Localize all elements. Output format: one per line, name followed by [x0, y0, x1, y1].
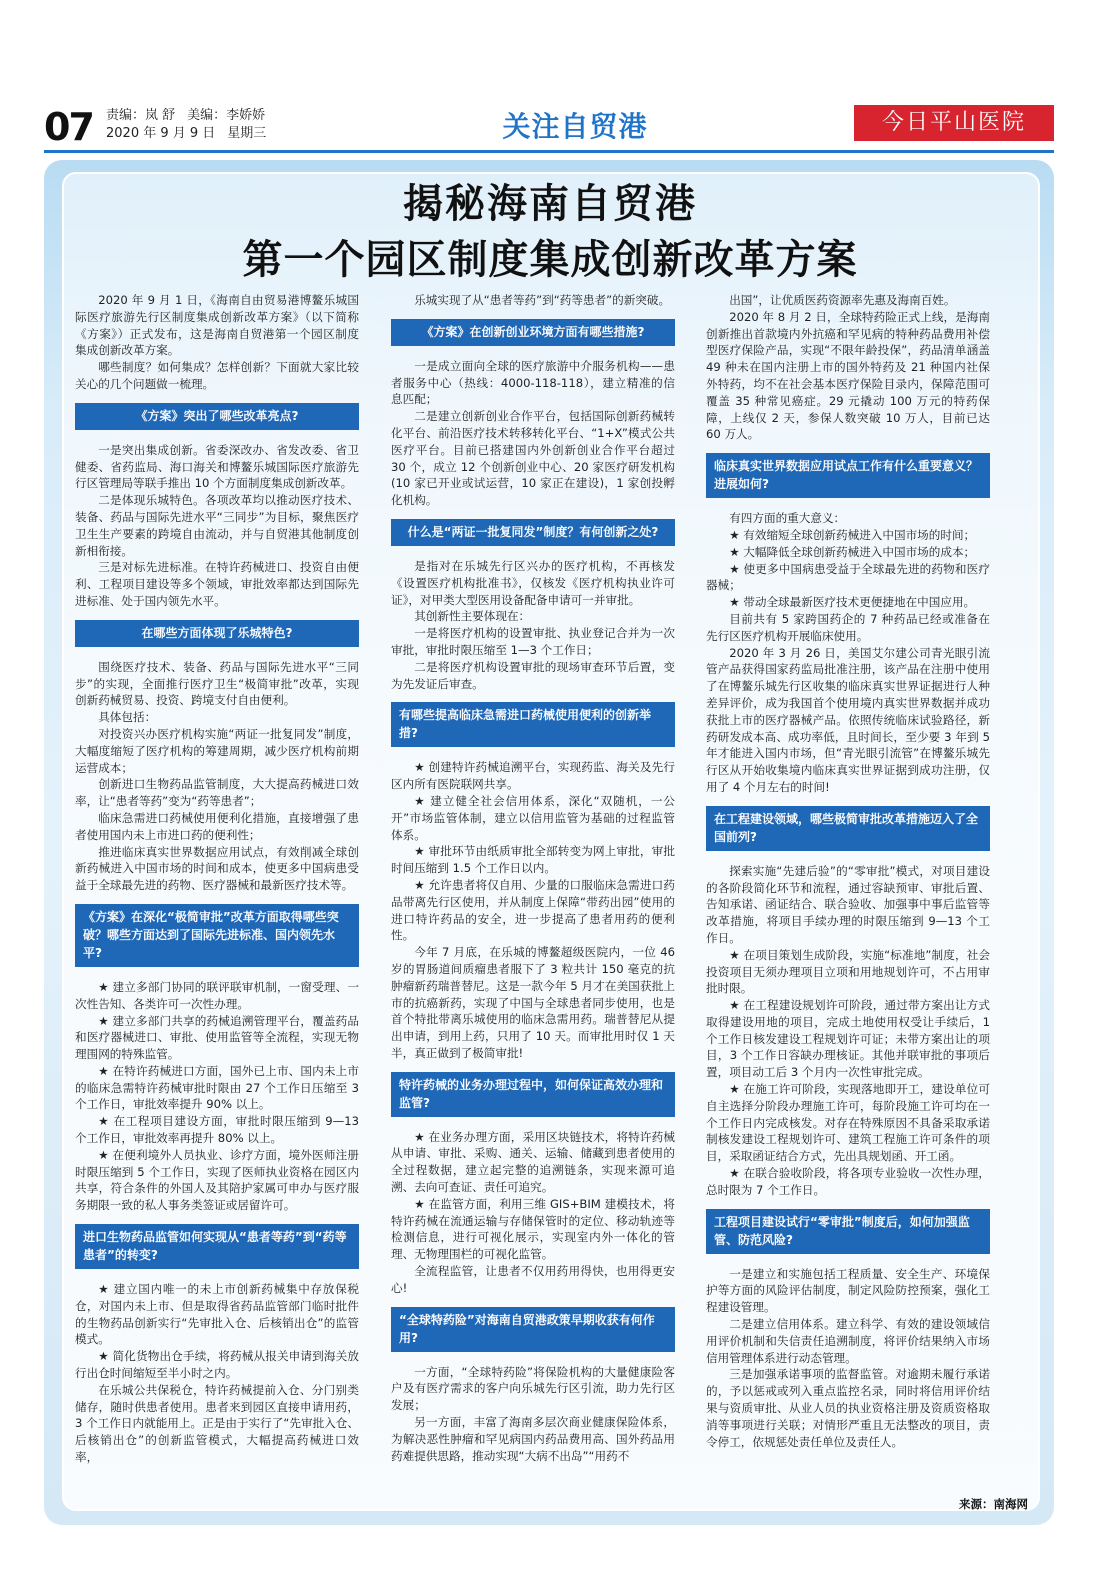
paragraph: 哪些制度？如何集成？怎样创新？下面就大家比较关心的几个问题做一梳理。 — [75, 360, 359, 391]
paragraph: 对投资兴办医疗机构实施“两证一批复同发”制度，大幅度缩短了医疗机构的筹建周期，减少医疗机构前期运营成本； — [75, 726, 359, 775]
question-heading: 特许药械的业务办理过程中，如何保证高效办理和监管? — [391, 1072, 675, 1117]
paragraph: 有四方面的重大意义： — [729, 511, 846, 526]
paragraph: ★ 在工程项目建设方面，审批时限压缩到 9—13 个工作日，审批效率再提升 80% 以上。 — [75, 1114, 359, 1146]
paragraph: 三是加强承诺事项的监督监管。对逾期未履行承诺的，予以惩戒或列入重点监控名录，同时将信用评价结果与资质审批、从业人员的执业资格注册及资质资格取消等事项进行关联；对情形严重且无法整改的项目，责令停工，依规惩处责任单位及责任人。 — [706, 1367, 990, 1449]
paragraph: 今年 7 月底，在乐城的博鳌超级医院内，一位 46 岁的胃肠道间质瘤患者服下了 3 粒共计 150 毫克的抗肿瘤新药瑞普替尼。这是一款今年 5 月才在美国获批上市的抗癌新药，实现了中国与全球患者同步使用，也是首个特批带离乐城使用的临床急需用药。瑞普替尼从提出申请，到用上药，只用了 10 天。而审批用时仅 1 天半，真正做到了极简审批! — [391, 945, 675, 1060]
paragraph: ★ 在联合验收阶段，将各项专业验收一次性办理，总时限为 7 个工作日。 — [706, 1166, 990, 1197]
paragraph: ★ 建立多部门共享的药械追溯管理平台，覆盖药品和医疗器械进口、审批、使用监管等全流程，实现无物理围网的特殊监管。 — [75, 1013, 359, 1062]
paragraph: ★ 建立健全社会信用体系，深化“双随机，一公开”市场监管体制，建立以信用监管为基础的过程监管体系。 — [391, 793, 675, 842]
newspaper-brand: 今日平山医院 — [854, 105, 1054, 141]
paragraph: 全流程监管，让患者不仅用药用得快，也用得更安心! — [391, 1264, 675, 1295]
paragraph: 2020 年 9 月 1 日，《海南自由贸易港博鳌乐城国际医疗旅游先行区制度集成创新改革方案》（以下简称《方案》）正式发布，这是海南自贸港第一个园区制度集成创新改革方案。 — [75, 293, 359, 358]
paragraph: 其创新性主要体现在： — [414, 609, 531, 624]
paragraph: 另一方面，丰富了海南多层次商业健康保险体系，为解决恶性肿瘤和罕见病国内药品费用高、国外药品用药难提供思路，推动实现“大病不出岛”“用药不 — [391, 1415, 675, 1463]
paragraph: ★ 大幅降低全球创新药械进入中国市场的成本； — [729, 544, 976, 559]
paragraph: 二是建立创新创业合作平台，包括国际创新药械转化平台、前沿医疗技术转移转化平台、“1+X”模式公共医疗平台。目前已搭建国内外创新创业合作平台超过 30 个，成立 12 个创新创业中心、20 家医疗研发机构(10 家已开业或试运营，10 家正在建设)，1 家创投孵化机构。 — [391, 409, 675, 508]
paragraph: ★ 在工程建设规划许可阶段，通过带方案出让方式取得建设用地的项目，完成土地使用权受让手续后，1 个工作日核发建设工程规划许可证；未带方案出让的项目，3 个工作日容缺办理核证。其他并联审批的事项后置，项目动工后 3 个月内一次性审批完成。 — [706, 998, 990, 1080]
paragraph: ★ 在监管方面，利用三维 GIS+BIM 建模技术，将特许药械在流通运输与存储保管时的定位、移动轨迹等检测信息，进行可视化展示，实现室内外一体化的管理、无物理围栏的可视化监管。 — [391, 1196, 675, 1262]
paragraph: 推进临床真实世界数据应用试点，有效削减全球创新药械进入中国市场的时间和成本，使更多中国病患受益于全球最先进的药物、医疗器械和最新医疗技术等。 — [75, 844, 359, 893]
paragraph: 二是将医疗机构设置审批的现场审查环节后置，变为先发证后审查。 — [391, 659, 675, 691]
question-heading: 《方案》突出了哪些改革亮点? — [75, 403, 359, 430]
paragraph: ★ 建立国内唯一的未上市创新药械集中存放保税仓，对国内未上市、但是取得省药品监管部门临时批件的生物药品创新实行“先审批入仓、后核销出仓”的监管模式。 — [75, 1282, 359, 1347]
question-heading: 在工程建设领域，哪些极简审批改革措施迈入了全国前列? — [706, 806, 990, 851]
question-heading: “全球特药险”对海南自贸港政策早期收获有何作用? — [391, 1307, 675, 1352]
paragraph: 在乐城公共保税仓，特许药械提前入仓、分门别类储存，随时供患者使用。患者来到园区直接申请用药，3 个工作日内就能用上。正是由于实行了“先审批入仓、后核销出仓”的创新监管模式，大幅提高药械进口效率， — [75, 1382, 359, 1465]
question-heading: 临床真实世界数据应用试点工作有什么重要意义？进展如何? — [706, 453, 990, 498]
page-number: 07 — [44, 105, 93, 149]
article-column-3 — [706, 292, 990, 1450]
issue-date: 2020 年 9 月 9 日 — [106, 126, 216, 141]
paragraph: 一方面，“全球特药险”将保险机构的大量健康险客户及有医疗需求的客户向乐城先行区引流，助力先行区发展； — [391, 1364, 675, 1413]
paragraph: 一是突出集成创新。省委深改办、省发改委、省卫健委、省药监局、海口海关和博鳌乐城国际医疗旅游先行区管理局等联手推出 10 个方面制度集成创新改革。 — [75, 442, 359, 491]
paragraph: ★ 在施工许可阶段，实现落地即开工，建设单位可自主选择分阶段办理施工许可，每阶段施工许可均在一个工作日内完成核发。对存在特殊原因不具备采取承诺制核发建设工程规划许可、建筑工程施工许可条件的项目，采取函证结合方式，先出具规划函、开工函。 — [706, 1082, 990, 1164]
paragraph: ★ 有效缩短全球创新药械进入中国市场的时间； — [729, 527, 976, 542]
paragraph: 一是将医疗机构的设置审批、执业登记合并为一次审批，审批时限压缩至 1—3 个工作日； — [391, 626, 675, 657]
question-heading: 有哪些提高临床急需进口药械使用便利的创新举措? — [391, 702, 675, 747]
section-title: 关注自贸港 — [502, 110, 648, 143]
headline-line-2: 第一个园区制度集成创新改革方案 — [242, 237, 858, 283]
paragraph: ★ 审批环节由纸质审批全部转变为网上审批，审批时间压缩到 1.5 个工作日以内。 — [391, 844, 675, 876]
question-heading: 《方案》在深化“极简审批”改革方面取得哪些突破？哪些方面达到了国际先进标准、国内领先水平? — [75, 904, 359, 967]
question-heading: 进口生物药品监管如何实现从“患者等药”到“药等患者”的转变? — [75, 1224, 359, 1269]
paragraph: 一是成立面向全球的医疗旅游中介服务机构——患者服务中心（热线：4000-118-118），建立精准的信息匹配； — [391, 358, 675, 407]
article-column-2 — [391, 292, 675, 1464]
designer-credit: 美编：李娇娇 — [187, 108, 266, 123]
page-header — [44, 103, 1054, 151]
question-heading: 工程项目建设试行“零审批”制度后，如何加强监管、防范风险? — [706, 1209, 990, 1254]
article-column-1 — [75, 292, 359, 1466]
paragraph: ★ 简化货物出仓手续，将药械从报关申请到海关放行出仓时间缩短至半小时之内。 — [75, 1349, 359, 1381]
paragraph: 探索实施“先建后验”的“零审批”模式，对项目建设的各阶段简化环节和流程，通过容缺预审、审批后置、告知承诺、函证结合、联合验收、加强事中事后监管等改革措施，将项目手续办理的时限压缩到 9—13 个工作日。 — [706, 863, 990, 945]
paragraph: 二是体现乐城特色。各项改革均以推动医疗技术、装备、药品与国际先进水平“三同步”为目标，聚焦医疗卫生生产要素的跨境自由流动，并与自贸港其他制度创新相衔接。 — [75, 493, 359, 558]
paragraph: 三是对标先进标准。在特许药械进口、投资自由便利、工程项目建设等多个领域，审批效率都达到国际先进标准、处于国内领先水平。 — [75, 560, 359, 608]
question-heading: 在哪些方面体现了乐城特色? — [75, 620, 359, 647]
paragraph: 乐城实现了从“患者等药”到“药等患者”的新突破。 — [414, 293, 671, 307]
article-source: 来源：南海网 — [959, 1497, 1028, 1511]
paragraph: ★ 允许患者将仅自用、少量的口服临床急需进口药品带离先行区使用，并从制度上保障“带药出园”使用的进口特许药品的安全，进一步提高了患者用药的便利性。 — [391, 877, 675, 943]
editor-credit: 责编：岚 舒 — [106, 108, 176, 123]
paragraph: 2020 年 8 月 2 日，全球特药险正式上线，是海南创新推出首款境内外抗癌和罕见病的特种药品费用补偿型医疗保险产品，实现“不限年龄投保”，药品清单涵盖 49 种未在国内注册上市的国外特药及 21 种国内社保外特药，均不在社会基本医疗保险目录内，保障范围可覆盖 35 种常见癌症。29 元撬动 100 万元的特药保障，上线仅 2 天，参保人数突破 10 万人，目前已达 60 万人。 — [706, 309, 990, 442]
paragraph: 2020 年 3 月 26 日，美国艾尔建公司青光眼引流管产品获得国家药监局批准注册，该产品在注册中使用了在博鳌乐城先行区收集的临床真实世界证据进行人种差异评价，成为我国首个使用境内真实世界数据并成功获批上市的医疗器械产品。依照传统临床试验路径，新药研发成本高、成功率低，且时间长，至少要 3 年到 5 年才能进入国内市场，但“青光眼引流管”在博鳌乐城先行区从开始收集境内临床真实世界证据到成功注册，仅用了 4 个月左右的时间! — [706, 645, 990, 794]
paragraph: 一是建立和实施包括工程质量、安全生产、环境保护等方面的风险评估制度，制定风险防控预案，强化工程建设管理。 — [706, 1266, 990, 1315]
paragraph: 是指对在乐城先行区兴办的医疗机构，不再核发《设置医疗机构批准书》，仅核发《医疗机构执业许可证》，对甲类大型医用设备配备申请可一并审批。 — [391, 558, 675, 607]
header-rule — [44, 150, 1054, 153]
paragraph: ★ 建立多部门协同的联评联审机制，一窗受理、一次性告知、各类许可一次性办理。 — [75, 979, 359, 1011]
question-heading: 什么是“两证一批复同发”制度？有何创新之处? — [391, 519, 675, 546]
paragraph: ★ 创建特许药械追溯平台，实现药监、海关及先行区内所有医院联网共享。 — [391, 760, 675, 792]
paragraph: 创新进口生物药品监管制度，大大提高药械进口效率，让“患者等药”变为“药等患者”； — [75, 777, 359, 809]
issue-weekday: 星期三 — [227, 126, 267, 141]
paragraph: 具体包括： — [98, 710, 157, 725]
paragraph: ★ 带动全球最新医疗技术更便捷地在中国应用。 — [729, 595, 976, 610]
paragraph: ★ 在业务办理方面，采用区块链技术，将特许药械从申请、审批、采购、通关、运输、储藏到患者使用的全过程数据，建立起完整的追溯链条，实现来源可追溯、去向可查证、责任可追究。 — [391, 1129, 675, 1195]
header-meta — [106, 107, 278, 143]
paragraph: 临床急需进口药械使用便利化措施，直接增强了患者使用国内未上市进口药的便利性； — [75, 810, 359, 842]
paragraph: ★ 在特许药械进口方面，国外已上市、国内未上市的临床急需特许药械审批时限由 27 个工作日压缩至 3 个工作日，审批效率提升 90% 以上。 — [75, 1063, 359, 1112]
paragraph: 二是建立信用体系。建立科学、有效的建设领域信用评价机制和失信责任追溯制度，将评价结果纳入市场信用管理体系进行动态管理。 — [706, 1317, 990, 1365]
question-heading: 《方案》在创新创业环境方面有哪些措施? — [391, 319, 675, 346]
paragraph: 围绕医疗技术、装备、药品与国际先进水平“三同步”的实现，全面推行医疗卫生“极简审批”改革，实现创新药械贸易、投资、跨境支付自由便利。 — [75, 659, 359, 708]
paragraph: ★ 使更多中国病患受益于全球最先进的药物和医疗器械； — [706, 561, 990, 593]
paragraph: 出国”，让优质医药资源率先惠及海南百姓。 — [729, 293, 956, 307]
paragraph: ★ 在项目策划生成阶段，实施“标准地”制度，社会投资项目无须办理项目立项和用地规划许可，不占用审批时限。 — [706, 947, 990, 996]
paragraph: ★ 在便利境外人员执业、诊疗方面，境外医师注册时限压缩到 5 个工作日，实现了医师执业资格在园区内共享，符合条件的外国人及其陪护家属可申办与医疗服务期限一致的私人事务类签证或居留许可。 — [75, 1147, 359, 1213]
paragraph: 目前共有 5 家跨国药企的 7 种药品已经或准备在先行区医疗机构开展临床使用。 — [706, 611, 990, 643]
headline-line-1: 揭秘海南自贸港 — [403, 181, 697, 227]
